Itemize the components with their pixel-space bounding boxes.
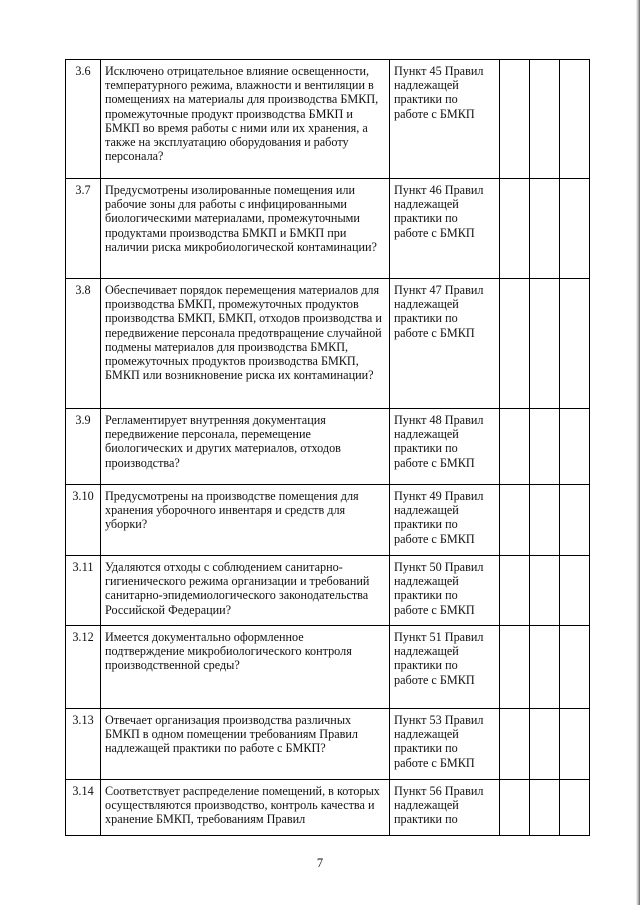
answer-yes-cell (500, 626, 530, 709)
rule-reference: Пункт 50 Правил надлежащей практики по работе с БМКП (390, 556, 500, 626)
requirement-text: Имеется документально оформленное подтверждение микробиологического контроля производственной среды? (101, 626, 390, 709)
rule-reference: Пункт 53 Правил надлежащей практики по работе с БМКП (390, 709, 500, 780)
answer-na-cell (560, 279, 590, 409)
rule-reference: Пункт 51 Правил надлежащей практики по работе с БМКП (390, 626, 500, 709)
item-number: 3.12 (66, 626, 101, 709)
answer-yes-cell (500, 60, 530, 179)
item-number: 3.6 (66, 60, 101, 179)
table-row (66, 179, 590, 279)
checklist-table (65, 59, 590, 836)
page-number: 7 (316, 856, 324, 870)
item-number: 3.11 (66, 556, 101, 626)
answer-na-cell (560, 60, 590, 179)
requirement-text: Отвечает организация производства различных БМКП в одном помещении требованиям Правил надлежащей практики по работе с БМКП? (101, 709, 390, 780)
answer-yes-cell (500, 709, 530, 780)
item-number: 3.9 (66, 409, 101, 485)
answer-na-cell (560, 626, 590, 709)
requirement-text: Обеспечивает порядок перемещения материалов для производства БМКП, промежуточных продуктов производства БМКП, БМКП, отходов производства и передвижение персонала предотвращение случайной подмены материалов для производства БМКП, промежуточных продуктов производства БМКП, БМКП или возникновение риска их контаминации? (101, 279, 390, 409)
checklist-body (66, 60, 590, 836)
answer-yes-cell (500, 409, 530, 485)
requirement-text: Предусмотрены на производстве помещения для хранения уборочного инвентаря и средств для уборки? (101, 485, 390, 556)
answer-no-cell (530, 179, 560, 279)
rule-reference: Пункт 49 Правил надлежащей практики по работе с БМКП (390, 485, 500, 556)
answer-no-cell (530, 60, 560, 179)
requirement-text: Предусмотрены изолированные помещения или рабочие зоны для работы с инфицированными биологическими материалами, промежуточными продуктами производства БМКП и БМКП при наличии риска микробиологической контаминации? (101, 179, 390, 279)
rule-reference: Пункт 46 Правил надлежащей практики по работе с БМКП (390, 179, 500, 279)
table-row (66, 60, 590, 179)
rule-reference: Пункт 48 Правил надлежащей практики по работе с БМКП (390, 409, 500, 485)
requirement-text: Соответствует распределение помещений, в которых осуществляются производство, контроль качества и хранение БМКП, требованиям Правил (101, 780, 390, 836)
answer-no-cell (530, 409, 560, 485)
table-row (66, 626, 590, 709)
rule-reference: Пункт 56 Правил надлежащей практики по (390, 780, 500, 836)
rule-reference: Пункт 47 Правил надлежащей практики по работе с БМКП (390, 279, 500, 409)
answer-na-cell (560, 179, 590, 279)
item-number: 3.10 (66, 485, 101, 556)
item-number: 3.7 (66, 179, 101, 279)
table-row (66, 709, 590, 780)
answer-na-cell (560, 556, 590, 626)
answer-na-cell (560, 485, 590, 556)
answer-na-cell (560, 709, 590, 780)
item-number: 3.14 (66, 780, 101, 836)
requirement-text: Удаляются отходы с соблюдением санитарно-гигиенического режима организации и требований санитарно-эпидемиологического законодательства Российской Федерации? (101, 556, 390, 626)
requirement-text: Исключено отрицательное влияние освещенности, температурного режима, влажности и вентиляции в помещениях на материалы для производства БМКП, промежуточные продукт производства БМКП и БМКП во время работы с ними или их хранения, а также на эксплуатацию оборудования и работу персонала? (101, 60, 390, 179)
table-row (66, 556, 590, 626)
answer-yes-cell (500, 485, 530, 556)
scan-edge-shadow (636, 0, 640, 905)
answer-no-cell (530, 780, 560, 836)
answer-yes-cell (500, 556, 530, 626)
requirement-text: Регламентирует внутренняя документация передвижение персонала, перемещение биологических и других материалов, отходов производства? (101, 409, 390, 485)
answer-na-cell (560, 780, 590, 836)
answer-no-cell (530, 556, 560, 626)
rule-reference: Пункт 45 Правил надлежащей практики по работе с БМКП (390, 60, 500, 179)
answer-yes-cell (500, 179, 530, 279)
table-row (66, 485, 590, 556)
answer-na-cell (560, 409, 590, 485)
answer-yes-cell (500, 780, 530, 836)
answer-yes-cell (500, 279, 530, 409)
table-row (66, 409, 590, 485)
answer-no-cell (530, 485, 560, 556)
answer-no-cell (530, 626, 560, 709)
answer-no-cell (530, 279, 560, 409)
answer-no-cell (530, 709, 560, 780)
item-number: 3.13 (66, 709, 101, 780)
table-row (66, 780, 590, 836)
table-row (66, 279, 590, 409)
item-number: 3.8 (66, 279, 101, 409)
